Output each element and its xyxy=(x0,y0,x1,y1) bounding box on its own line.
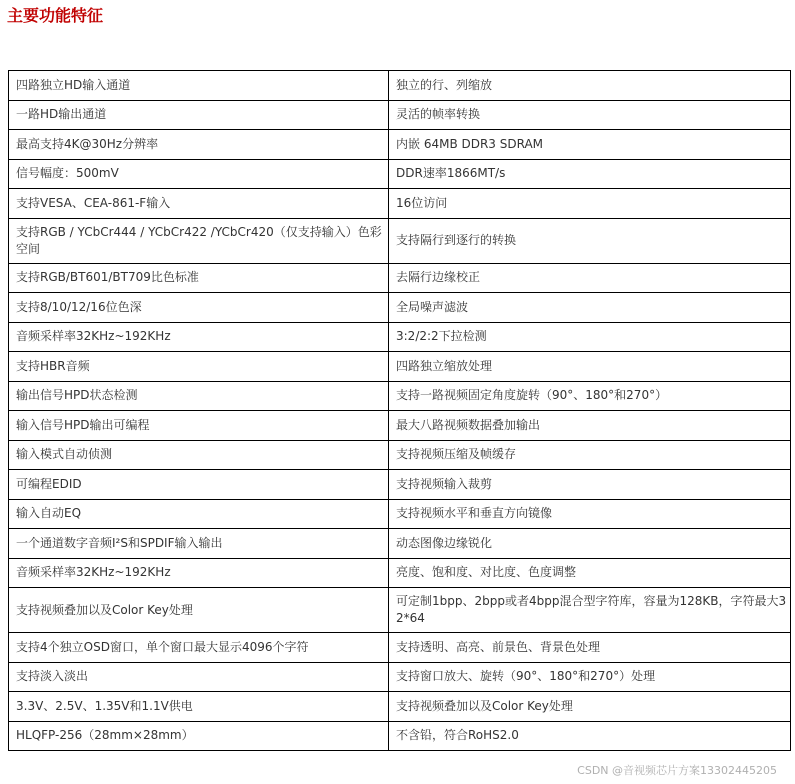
feature-cell-left: 支持RGB / YCbCr444 / YCbCr422 /YCbCr420（仅支持输入）色彩空间 xyxy=(9,218,389,263)
table-row xyxy=(9,100,791,130)
feature-table xyxy=(8,70,791,751)
feature-cell-left: 信号幅度：500mV xyxy=(9,159,389,189)
csdn-watermark: CSDN @音视频芯片方案13302445205 xyxy=(577,764,777,777)
table-row xyxy=(9,293,791,323)
feature-cell-right: 支持视频水平和垂直方向镜像 xyxy=(389,499,791,529)
feature-cell-left: 可编程EDID xyxy=(9,470,389,500)
table-row xyxy=(9,692,791,722)
feature-cell-right: 3:2/2:2下拉检测 xyxy=(389,322,791,352)
feature-cell-right: 去隔行边缘校正 xyxy=(389,263,791,293)
feature-cell-left: 输入自动EQ xyxy=(9,499,389,529)
feature-cell-right: 内嵌 64MB DDR3 SDRAM xyxy=(389,130,791,160)
table-row xyxy=(9,218,791,263)
table-row xyxy=(9,529,791,559)
feature-cell-left: 最高支持4K@30Hz分辨率 xyxy=(9,130,389,160)
feature-cell-right: 支持隔行到逐行的转换 xyxy=(389,218,791,263)
table-row xyxy=(9,662,791,692)
feature-cell-left: 3.3V、2.5V、1.35V和1.1V供电 xyxy=(9,692,389,722)
feature-cell-right: 支持视频输入裁剪 xyxy=(389,470,791,500)
table-row xyxy=(9,411,791,441)
table-row xyxy=(9,381,791,411)
feature-cell-left: 四路独立HD输入通道 xyxy=(9,71,389,101)
feature-cell-left: 支持4个独立OSD窗口，单个窗口最大显示4096个字符 xyxy=(9,633,389,663)
feature-cell-left: 输出信号HPD状态检测 xyxy=(9,381,389,411)
feature-cell-right: 不含铅，符合RoHS2.0 xyxy=(389,721,791,751)
feature-cell-right: 全局噪声滤波 xyxy=(389,293,791,323)
feature-cell-left: 支持淡入淡出 xyxy=(9,662,389,692)
table-row xyxy=(9,159,791,189)
feature-cell-left: 音频采样率32KHz~192KHz xyxy=(9,558,389,588)
table-row xyxy=(9,71,791,101)
feature-cell-right: DDR速率1866MT/s xyxy=(389,159,791,189)
feature-cell-right: 支持透明、高亮、前景色、背景色处理 xyxy=(389,633,791,663)
feature-cell-right: 动态图像边缘锐化 xyxy=(389,529,791,559)
table-row xyxy=(9,352,791,382)
table-row xyxy=(9,558,791,588)
feature-cell-right: 支持窗口放大、旋转（90°、180°和270°）处理 xyxy=(389,662,791,692)
feature-cell-right: 四路独立缩放处理 xyxy=(389,352,791,382)
feature-cell-right: 支持视频叠加以及Color Key处理 xyxy=(389,692,791,722)
feature-cell-left: 输入信号HPD输出可编程 xyxy=(9,411,389,441)
feature-cell-right: 独立的行、列缩放 xyxy=(389,71,791,101)
table-row xyxy=(9,440,791,470)
feature-cell-left: 输入模式自动侦测 xyxy=(9,440,389,470)
feature-cell-left: HLQFP-256（28mm×28mm） xyxy=(9,721,389,751)
page-title: 主要功能特征 xyxy=(7,6,104,25)
table-row xyxy=(9,588,791,633)
table-row xyxy=(9,721,791,751)
table-row xyxy=(9,322,791,352)
feature-cell-left: 音频采样率32KHz~192KHz xyxy=(9,322,389,352)
table-row xyxy=(9,633,791,663)
feature-cell-right: 支持一路视频固定角度旋转（90°、180°和270°） xyxy=(389,381,791,411)
feature-cell-left: 支持8/10/12/16位色深 xyxy=(9,293,389,323)
feature-cell-right: 亮度、饱和度、对比度、色度调整 xyxy=(389,558,791,588)
table-row xyxy=(9,263,791,293)
feature-cell-right: 最大八路视频数据叠加输出 xyxy=(389,411,791,441)
feature-cell-left: 一个通道数字音频I²S和SPDIF输入输出 xyxy=(9,529,389,559)
feature-cell-right: 16位访问 xyxy=(389,189,791,219)
feature-cell-left: 支持视频叠加以及Color Key处理 xyxy=(9,588,389,633)
feature-cell-left: 支持VESA、CEA-861-F输入 xyxy=(9,189,389,219)
table-row xyxy=(9,499,791,529)
feature-cell-left: 一路HD输出通道 xyxy=(9,100,389,130)
table-row xyxy=(9,189,791,219)
feature-cell-right: 灵活的帧率转换 xyxy=(389,100,791,130)
feature-cell-right: 支持视频压缩及帧缓存 xyxy=(389,440,791,470)
feature-cell-left: 支持RGB/BT601/BT709比色标准 xyxy=(9,263,389,293)
feature-cell-left: 支持HBR音频 xyxy=(9,352,389,382)
table-row xyxy=(9,130,791,160)
table-row xyxy=(9,470,791,500)
feature-cell-right: 可定制1bpp、2bpp或者4bpp混合型字符库，容量为128KB，字符最大32*64 xyxy=(389,588,791,633)
